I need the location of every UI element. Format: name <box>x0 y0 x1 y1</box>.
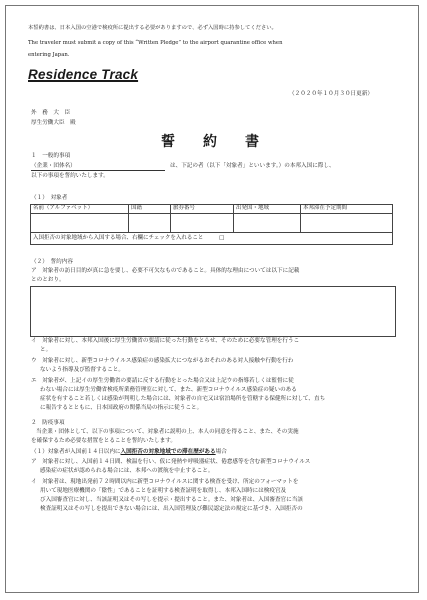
residence-track-heading: Residence Track <box>28 67 139 82</box>
section2-heading: ２ 防疫事項 <box>31 420 65 426</box>
stay-period-cell[interactable] <box>301 214 393 233</box>
reason-text-box[interactable] <box>30 286 396 337</box>
table-row[interactable] <box>31 214 393 233</box>
table-header-row <box>31 205 393 214</box>
notice-japanese: 本誓約書は、日本入国の空港で検疫所に提出する必要がありますので、必ず入国時に持参してください。 <box>28 25 277 31</box>
pledge-e-line3: 症状を有すること若しくは感染が判明した場合には、対象者の自宅又は宿泊場所を管轄する保健所に対して、直ち <box>40 396 326 402</box>
item1-suffix: 場合 <box>215 449 227 455</box>
update-date: （２０２０年１０月３０日更新） <box>289 91 373 97</box>
pledge-heading: （２） 誓約内容 <box>31 259 73 265</box>
column-nationality: 国籍 <box>129 205 171 214</box>
target-person-table <box>30 204 393 245</box>
section2-a-line2: 感染症の症状が認められる場合には、本邦への渡航を中止すること。 <box>40 468 214 474</box>
company-name-field[interactable] <box>31 163 165 171</box>
section1-body-line2: 以下の事項を誓約いたします。 <box>31 173 109 179</box>
section2-i-line1: イ 対象者は、現地出発前７２時間以内に新型コロナウイルスに関する検査を受け、所定のフォーマットを <box>31 479 299 485</box>
check-cell <box>31 233 393 245</box>
section2-i-line4: 検査証明又はその写しを提出できない場合には、出入国管理及び難民認定法の規定に基づき、入国拒否の <box>40 506 303 512</box>
checkbox[interactable]: □ <box>219 235 225 241</box>
column-departure: 出発国・地域 <box>234 205 301 214</box>
section2-item1 <box>31 449 227 456</box>
document-title: 誓 約 書 <box>161 134 266 150</box>
column-stay-period: 本邦滞在予定期間 <box>301 205 393 214</box>
column-name: 名前（アルファベット） <box>31 205 129 214</box>
company-name-placeholder: （企業・団体名） <box>31 163 165 171</box>
pledge-a-line2: とのとおり。 <box>31 277 65 283</box>
check-label: 入国拒否の対象地域から入国する場合、右欄にチェックを入れること <box>33 235 204 241</box>
name-cell[interactable] <box>31 214 129 233</box>
departure-cell[interactable] <box>234 214 301 233</box>
section2-intro-line1: 当企業・団体として、以下の事項について、対象者に説明の上、本人の同意を得ること、また、その実施 <box>36 429 299 435</box>
section2-a-line1: ア 対象者に対し、入国前１４日間、検温を行い、仮に発熱や呼吸器症状、倦怠感等を含む新型コロナウイルス <box>31 459 311 465</box>
pledge-e-line2: わない場合には厚生労働省検疫所業務管理室に対して、また、新型コロナウイルス感染症の疑いのある <box>40 387 297 393</box>
item1-emphasis: 入国拒否の対象地域での滞在歴がある <box>120 449 216 455</box>
check-row <box>31 233 393 245</box>
notice-english-line2: entering Japan. <box>28 52 70 58</box>
pledge-u-line2: ないよう指導及び監督すること。 <box>40 367 124 373</box>
section2-i-line3: び入国審査官に対し、当該証明又はその写しを提示・提出すること。また、対象者は、入国審査官に当該 <box>40 497 303 503</box>
item1-prefix: （１）対象者が入国前１４日以内に <box>31 449 121 455</box>
section1-heading: １ 一般的事項 <box>31 153 71 159</box>
notice-english-line1: The traveler must submit a copy of this “Written Pledge” to the airport quarantine office when <box>28 40 283 46</box>
target-heading: （１） 対象者 <box>31 195 68 201</box>
pledge-e-line1: エ 対象者が、上記イの厚生労働省の要請に反する行動をとった場合又は上記ウの指導若しくは監督に従 <box>31 378 294 384</box>
pledge-u-line1: ウ 対象者に対し、新型コロナウイルス感染症の感染拡大につながるおそれのある対人接触や行動を行わ <box>31 358 294 364</box>
section2-intro-line2: を確保するため必要な措置をとることを誓約いたします。 <box>31 438 176 444</box>
pledge-i-line1: イ 対象者に対し、本邦入国後に厚生労働省の要請に従った行動をとらせ、そのために必要な管理を行うこ <box>31 338 300 344</box>
pledge-a-line1: ア 対象者の訪日目的が真に急を要し、必要不可欠なものであること。具体的な理由については以下に記載 <box>31 268 300 274</box>
column-passport: 旅券番号 <box>171 205 234 214</box>
addressee-line1: 外 務 大 臣 <box>31 110 71 116</box>
pledge-i-line2: と。 <box>40 347 52 353</box>
nationality-cell[interactable] <box>129 214 171 233</box>
passport-cell[interactable] <box>171 214 234 233</box>
section1-body-line1: は、下記の者（以下「対象者」といいます。）の本邦入国に際し、 <box>170 163 335 169</box>
section2-i-line2: 用いて現地医療機関の「陰性」であることを証明する検査証明を取得し、本邦入国時には検疫官及 <box>40 488 287 494</box>
addressee-line2: 厚生労働大臣 殿 <box>31 120 76 126</box>
pledge-e-line4: に報告するとともに、日本国政府の関係当局の指示に従うこと。 <box>40 405 203 411</box>
